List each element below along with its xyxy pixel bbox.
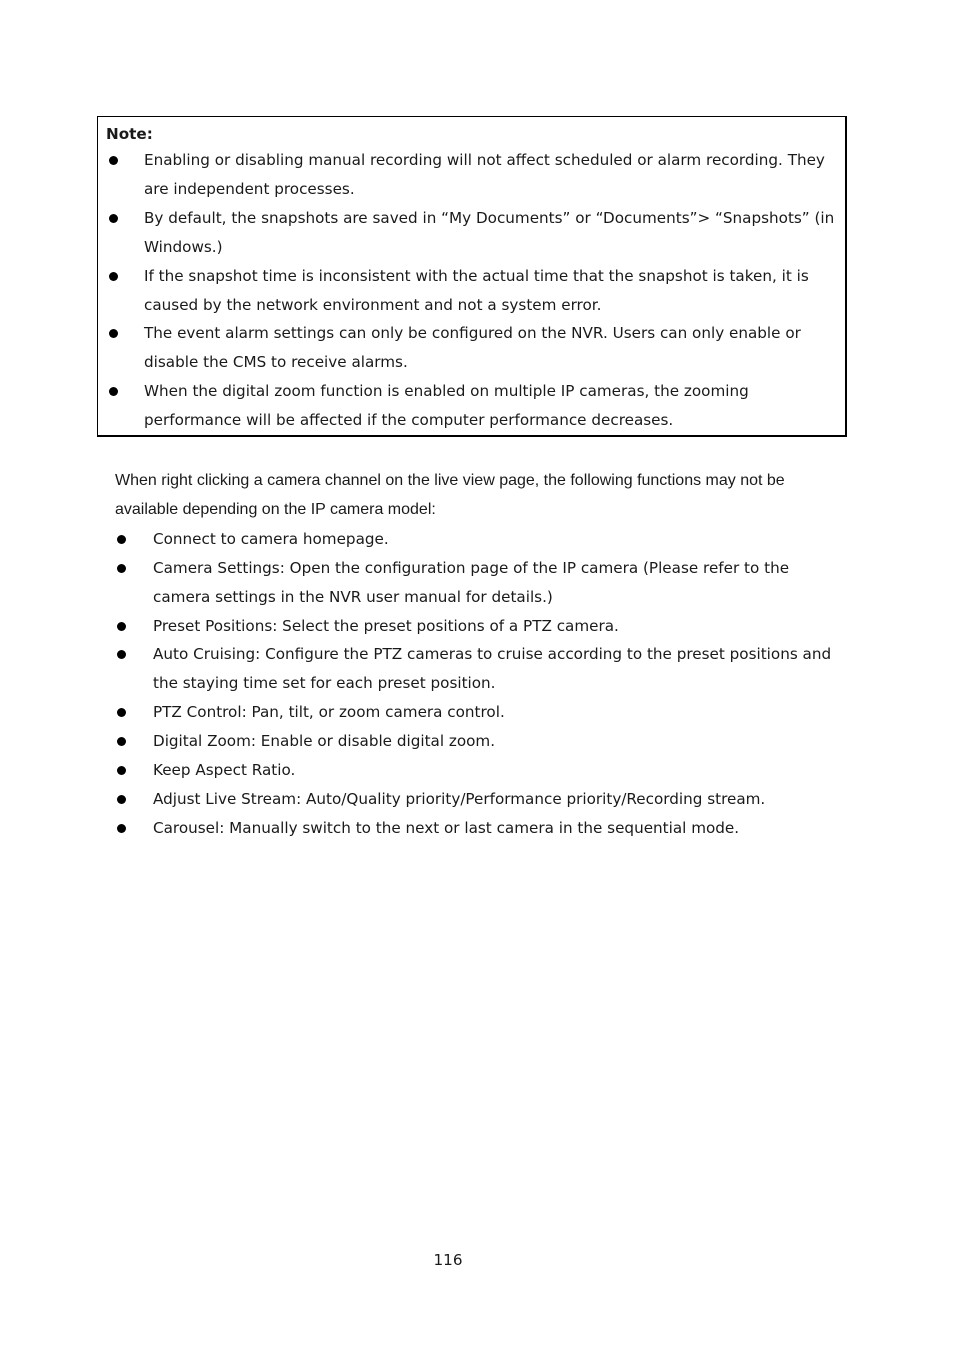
functions-list (115, 525, 845, 843)
note-item (106, 377, 845, 435)
list-item (115, 554, 845, 612)
bullet-icon (117, 650, 126, 659)
note-box (97, 116, 847, 437)
bullet-icon (109, 272, 118, 281)
intro-paragraph: When right clicking a camera channel on the live view page, the following functions may not be available depending on the IP camera model: (115, 472, 785, 518)
note-item (106, 319, 845, 377)
note-item-text: Enabling or disabling manual recording will not affect scheduled or alarm recording. They are independent processes. (144, 151, 825, 198)
bullet-icon (117, 766, 126, 775)
bullet-icon (117, 795, 126, 804)
list-item-text: Keep Aspect Ratio. (153, 761, 296, 780)
list-item-text: Preset Positions: Select the preset positions of a PTZ camera. (153, 616, 619, 635)
note-item (106, 262, 845, 320)
bullet-icon (117, 824, 126, 833)
note-item (106, 146, 845, 204)
bullet-icon (117, 622, 126, 631)
list-item (115, 525, 845, 554)
list-item-text: PTZ Control: Pan, tilt, or zoom camera control. (153, 703, 505, 722)
note-item-text: By default, the snapshots are saved in “My Documents” or “Documents”> “Snapshots” (in Windows.) (144, 208, 835, 256)
list-item-text: Digital Zoom: Enable or disable digital zoom. (153, 732, 496, 751)
bullet-icon (117, 535, 126, 544)
list-item-text: Carousel: Manually switch to the next or last camera in the sequential mode. (153, 818, 740, 837)
bullet-icon (109, 329, 118, 338)
list-item-text: Connect to camera homepage. (153, 529, 389, 548)
note-list (106, 146, 845, 435)
list-item (115, 785, 845, 814)
list-item-text: Camera Settings: Open the configuration page of the IP camera (Please refer to the camera settings in the NVR user manual for details.) (153, 558, 790, 606)
bullet-icon (117, 564, 126, 573)
note-item-text: If the snapshot time is inconsistent with the actual time that the snapshot is taken, it is caused by the network environment and not a system error. (144, 266, 809, 314)
note-item (106, 204, 845, 262)
note-title: Note: (106, 125, 153, 143)
list-item-text: Auto Cruising: Configure the PTZ cameras to cruise according to the preset positions and the staying time set for each preset position. (153, 645, 832, 693)
bullet-icon (109, 387, 118, 396)
bullet-icon (117, 737, 126, 746)
bullet-icon (117, 708, 126, 717)
list-item-text: Adjust Live Stream: Auto/Quality priority/Performance priority/Recording stream. (153, 789, 766, 808)
bullet-icon (109, 214, 118, 223)
functions-section (115, 467, 845, 843)
note-item-text: When the digital zoom function is enabled on multiple IP cameras, the zooming performance will be affected if the computer performance decreases. (144, 382, 749, 430)
list-item (115, 756, 845, 785)
bullet-icon (109, 156, 118, 165)
list-item (115, 727, 845, 756)
note-item-text: The event alarm settings can only be configured on the NVR. Users can only enable or disable the CMS to receive alarms. (144, 324, 801, 372)
list-item (115, 814, 845, 843)
list-item (115, 612, 845, 641)
list-item (115, 640, 845, 698)
page-number: 116 (433, 1251, 463, 1269)
list-item (115, 698, 845, 727)
